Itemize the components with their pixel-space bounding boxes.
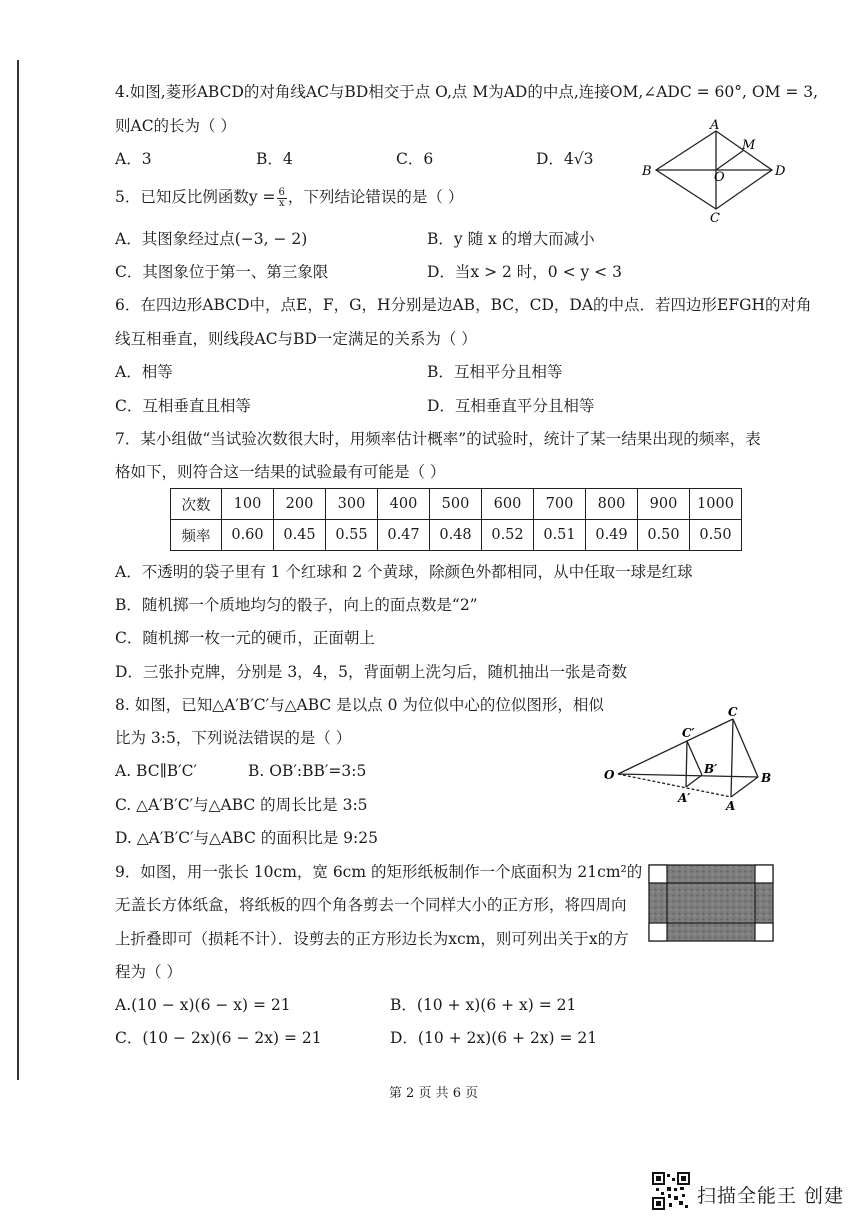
q9-line4: 程为（ ） [115,963,182,981]
q7-option-d[interactable]: D．三张扑克牌，分别是 3，4，5，背面朝上洗匀后，随机抽出一张是奇数 [115,663,627,681]
q6-option-b[interactable]: B．互相平分且相等 [427,363,563,381]
table-cell: 0.50 [690,520,742,551]
table-cell: 200 [274,489,326,520]
q9-option-d[interactable]: D．(10 + 2x)(6 + 2x) = 21 [390,1029,598,1047]
table-cell: 0.48 [430,520,482,551]
table-row [171,489,742,520]
fig4-label-b: B [642,164,652,179]
q9-line3: 上折叠即可（损耗不计）．设剪去的正方形边长为xcm，则可列出关于x的方 [115,930,629,948]
table-cell: 0.50 [638,520,690,551]
table-cell: 0.52 [482,520,534,551]
table-cell: 900 [638,489,690,520]
q7-option-c[interactable]: C．随机掷一枚一元的硬币，正面朝上 [115,629,375,647]
table-cell: 500 [430,489,482,520]
fig4-label-o: O [714,170,725,185]
q8-line1: 8. 如图，已知△A′B′C′与△ABC 是以点 0 为位似中心的位似图形，相似 [115,696,604,714]
table-cell: 0.45 [274,520,326,551]
q5-suffix: ，下列结论错误的是（ ） [287,188,464,206]
page-footer: 第 2 页 共 6 页 [388,1086,479,1101]
table-row [171,520,742,551]
q5-option-a[interactable]: A．其图象经过点(−3, − 2) [115,230,308,248]
q4-line2: 则AC的长为（ ） [115,117,236,135]
q5-frac-num: 6 [278,186,285,198]
table-cell: 0.60 [222,520,274,551]
q7-line1: 7．某小组做“当试验次数很大时，用频率估计概率”的试验时，统计了某一结果出现的频率，表 [115,430,761,448]
cardboard-figure [648,864,774,942]
frequency-table [170,488,742,551]
table-cell: 400 [378,489,430,520]
q8-line2: 比为 3:5，下列说法错误的是（ ） [115,729,352,747]
q8-option-d[interactable]: D. △A′B′C′与△ABC 的面积比是 9:25 [115,829,378,847]
q6-option-d[interactable]: D．互相垂直平分且相等 [427,397,595,415]
margin-line [17,60,19,1080]
qr-code-icon [652,1172,690,1210]
q9-option-c[interactable]: C．(10 − 2x)(6 − 2x) = 21 [115,1029,322,1047]
fig8-label-b: B [761,771,772,785]
q9-option-a[interactable]: A.(10 − x)(6 − x) = 21 [115,996,291,1014]
scanner-brand-label: 扫描全能王 创建 [697,1185,845,1207]
fig4-label-m: M [742,138,756,153]
fig8-label-o: O [604,768,615,782]
q4-line1: 4.如图,菱形ABCD的对角线AC与BD相交于点 O,点 M为AD的中点,连接OM,∠ADC = 60°, OM = 3, [115,83,819,101]
q4-option-d[interactable]: D．4√3 [536,150,594,168]
similarity-figure [598,707,798,817]
fig8-label-a-prime: A′ [678,791,691,805]
table-header-cell: 频率 [171,520,222,551]
q5-option-d[interactable]: D．当x > 2 时，0 < y < 3 [427,263,622,281]
q5-option-b[interactable]: B．y 随 x 的增大而减小 [427,230,595,248]
fig8-label-c-prime: C′ [682,726,695,740]
q9-line2: 无盖长方体纸盒，将纸板的四个角各剪去一个同样大小的正方形，将四周向 [115,896,627,914]
q4-option-a[interactable]: A．3 [115,150,152,168]
rhombus-figure [638,118,798,223]
q6-line2: 线互相垂直，则线段AC与BD一定满足的关系为（ ） [115,330,477,348]
table-cell: 0.55 [326,520,378,551]
q5-frac-den: x [278,197,285,209]
q8-option-c[interactable]: C. △A′B′C′与△ABC 的周长比是 3:5 [115,796,368,814]
table-cell: 100 [222,489,274,520]
q5-stem [115,186,463,209]
q8-option-b[interactable]: B. OB′:BB′=3:5 [248,762,367,780]
q9-option-b[interactable]: B．(10 + x)(6 + x) = 21 [390,996,577,1014]
table-cell: 600 [482,489,534,520]
q7-option-a[interactable]: A．不透明的袋子里有 1 个红球和 2 个黄球，除颜色外都相同，从中任取一球是红球 [115,563,693,581]
q6-line1: 6．在四边形ABCD中，点E，F，G，H分别是边AB，BC，CD，DA的中点．若四边形EFGH的对角 [115,296,812,314]
q7-line2: 格如下，则符合这一结果的试验最有可能是（ ） [115,463,446,481]
q5-fraction [277,188,287,209]
q7-option-b[interactable]: B．随机掷一个质地均匀的骰子，向上的面点数是“2” [115,596,478,614]
q4-option-b[interactable]: B．4 [256,150,293,168]
table-cell: 700 [534,489,586,520]
q4-option-c[interactable]: C．6 [396,150,434,168]
table-cell: 800 [586,489,638,520]
q6-option-a[interactable]: A．相等 [115,363,173,381]
q5-option-c[interactable]: C．其图象位于第一、第三象限 [115,263,329,281]
fig8-label-b-prime: B′ [704,762,718,776]
fig8-label-a: A [726,799,736,813]
fig4-label-d: D [775,164,786,179]
table-cell: 0.51 [534,520,586,551]
q9-line1: 9．如图，用一张长 10cm，宽 6cm 的矩形纸板制作一个底面积为 21cm²的 [115,863,643,881]
table-cell: 0.49 [586,520,638,551]
fig4-label-c: C [710,211,720,223]
table-cell: 300 [326,489,378,520]
q8-option-a[interactable]: A. BC∥B′C′ [115,762,198,780]
q6-option-c[interactable]: C．互相垂直且相等 [115,397,251,415]
q5-prefix: 5．已知反比例函数y = [115,188,276,206]
fig8-label-c: C [728,707,738,719]
table-cell: 1000 [690,489,742,520]
table-cell: 0.47 [378,520,430,551]
table-header-cell: 次数 [171,489,222,520]
fig4-label-a: A [710,118,720,133]
